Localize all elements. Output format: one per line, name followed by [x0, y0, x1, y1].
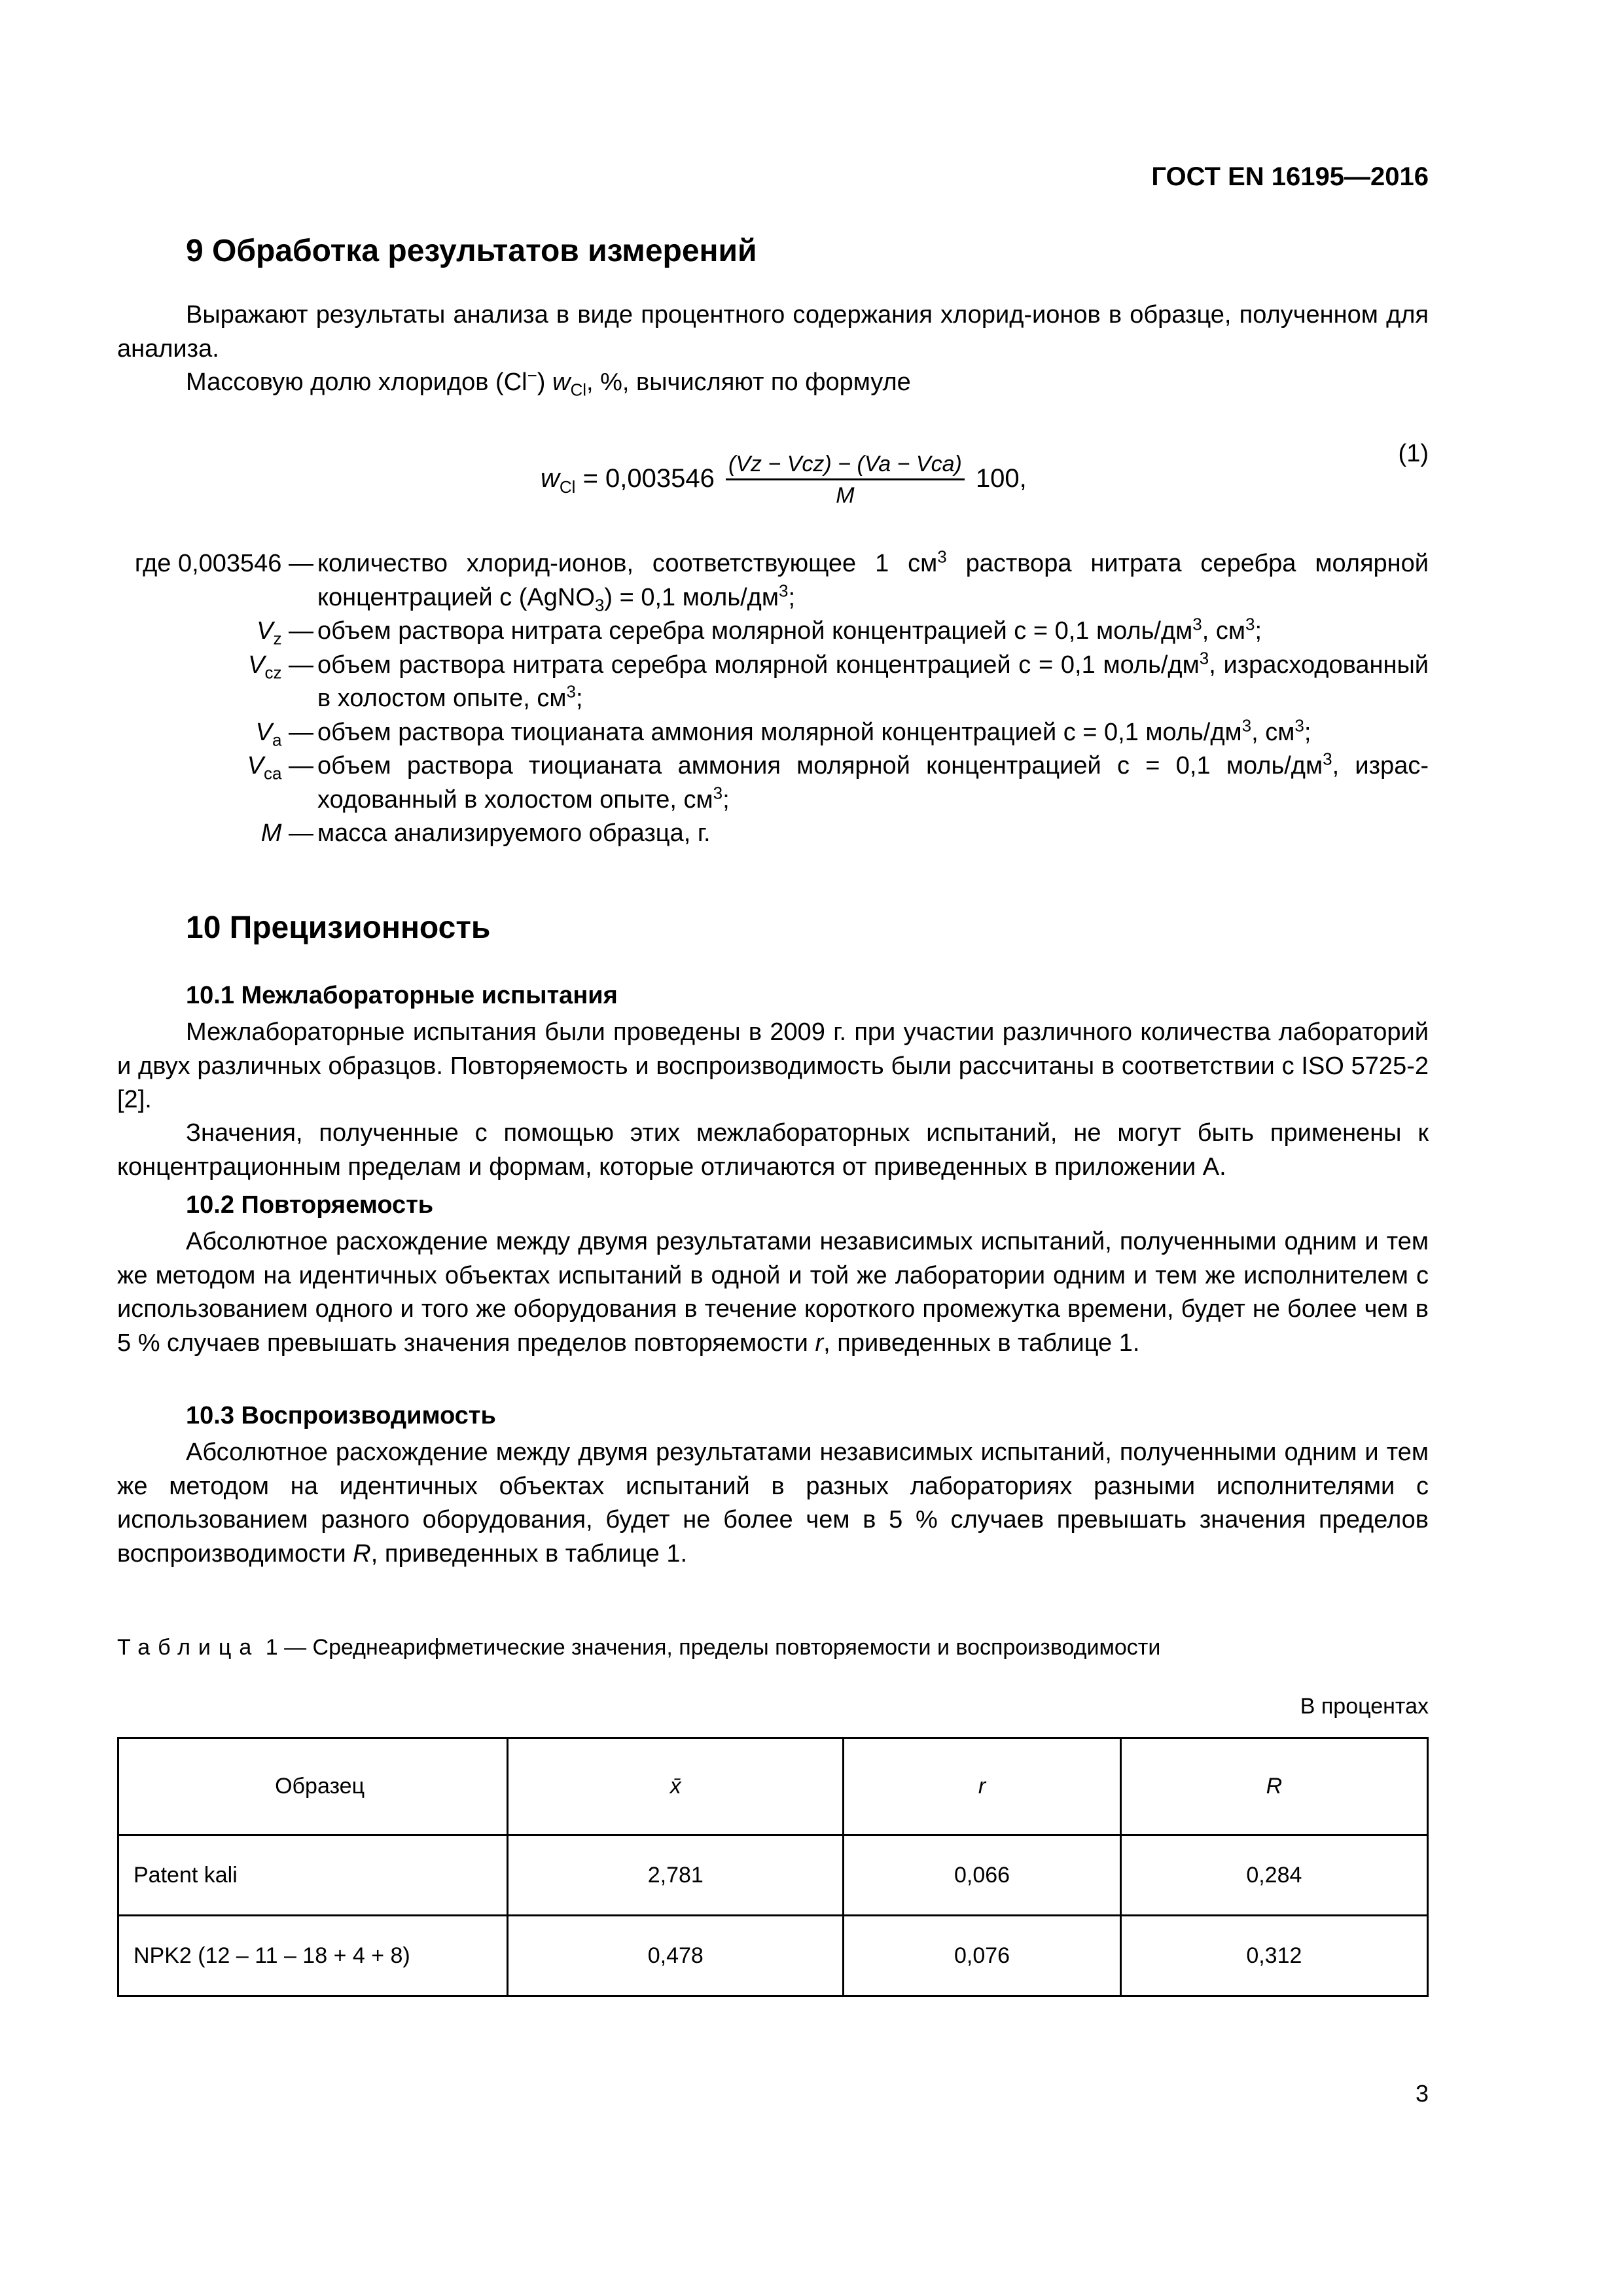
- section-10-3-heading: 10.3 Воспроизводимость: [186, 1402, 496, 1429]
- header-reproducibility: R: [1120, 1738, 1427, 1835]
- cell-r: 0,066: [844, 1835, 1120, 1916]
- formula-number: (1): [1398, 440, 1429, 467]
- document-id: ГОСТ EN 16195—2016: [1151, 162, 1429, 191]
- header-repeatability: r: [844, 1738, 1120, 1835]
- cell-mean: 2,781: [508, 1835, 844, 1916]
- section-9-paragraph-2: Массовую долю хлоридов (Cl−) $w_{Cl}$, %, вычисляют по формуле: [186, 365, 911, 400]
- table-1: [117, 1737, 1429, 1997]
- cell-R: 0,312: [1120, 1916, 1427, 1996]
- cell-r: 0,076: [844, 1916, 1120, 1996]
- section-10-2-paragraph: Абсолютное расхождение между двумя результатами независимых испытаний, полученными одним и тем же методом на идентичных объектах испытаний в одной и той же лаборатории одним и тем же исполнителем с использованием одного и того же оборудования в течение короткого промежутка времени, будет не более чем в 5 % случаев превышать значения пределов повторяемости r, приведенных в таблице 1.: [117, 1228, 1429, 1357]
- cell-mean: 0,478: [508, 1916, 844, 1996]
- header-mean: x̄: [508, 1738, 844, 1835]
- formula-definitions: где 0,003546 — количество хлорид-ионов, соответствующее 1 $см^3$ раствора нитрата серебра молярной концентрацией c (AgNO$_3$) = 0,1 моль/$дм^3$; $V_z$ — объем раствора нитрата серебра молярной концентрацией c = 0,1 моль/$дм^3$, $см^3$; $V_{cz}$ — объем раствора нитрата серебра молярной концентрацией c = 0,1 моль/$дм^3$, израсходованный в холостом опыте, $см^3$; $V_a$ — объем раствора тиоцианата аммония молярной концентрацией c = 0,1 моль/$дм^3$, $см^3$; $V_{ca}$ — объем раствора тиоцианата аммония молярной концентрацией c = 0,1 моль/$дм^3$, израсходованный в холостом опыте, $см^3$; M — масса анализируемого образца, г.: [134, 547, 1429, 847]
- section-10-1-paragraph-2: Значения, полученные с помощью этих межлабораторных испытаний, не могут быть применены к концентрационным пределам и формам, которые отличаются от приведенных в приложении А.: [117, 1119, 1429, 1181]
- formula-1: $w_{Cl} = 0,003546$ $\frac{\text{(Vz − Vcz) − (Va − Vca)}}{M}$ 100, (1): [541, 440, 1429, 508]
- section-10-1-paragraph-1: Межлабораторные испытания были проведены в 2009 г. при участии различного количества лабораторий и двух различных образцов. Повторяемость и воспроизводимость были рассчитаны в соответствии с ISO 5725-2 [2].: [117, 1018, 1429, 1113]
- table-row: [118, 1916, 1428, 1996]
- cell-sample: Patent kali: [118, 1835, 508, 1916]
- section-9-paragraph-1: Выражают результаты анализа в виде процентного содержания хлорид-ионов в образце, полученном для анализа.: [117, 301, 1429, 363]
- section-10-heading: 10 Прецизионность: [186, 910, 491, 945]
- header-sample: Образец: [118, 1738, 508, 1835]
- section-9-heading: 9 Обработка результатов измерений: [186, 234, 757, 268]
- page-number: 3: [1415, 2080, 1429, 2107]
- cell-sample: NPK2 (12 – 11 – 18 + 4 + 8): [118, 1916, 508, 1996]
- section-10-3-paragraph: Абсолютное расхождение между двумя результатами независимых испытаний, полученными одним и тем же методом на идентичных объектах испытаний в разных лабораториях разными исполнителями с использованием разного оборудования, будет не более чем в 5 % случаев превышать значения пределов воспроизводимости R, приведенных в таблице 1.: [117, 1439, 1429, 1568]
- section-10-2-heading: 10.2 Повторяемость: [186, 1191, 434, 1219]
- table-row: [118, 1835, 1428, 1916]
- table-unit: В процентах: [1300, 1694, 1429, 1719]
- section-10-1-heading: 10.1 Межлабораторные испытания: [186, 982, 618, 1009]
- cell-R: 0,284: [1120, 1835, 1427, 1916]
- table-caption: Таблица 1 — Среднеарифметические значения, пределы повторяемости и воспроизводимости: [117, 1635, 1161, 1660]
- table-header-row: [118, 1738, 1428, 1835]
